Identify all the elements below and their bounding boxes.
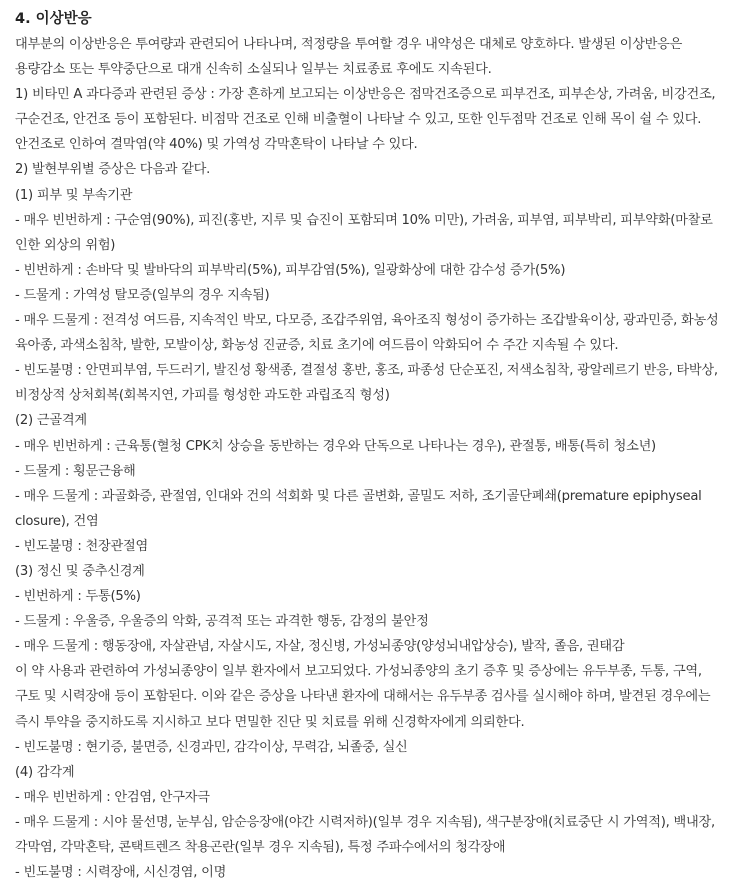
section-text — [15, 32, 730, 885]
list-item: - 매우 드물게 : 행동장애, 자살관념, 자살시도, 자살, 정신병, 가성뇌종양(양성뇌내압상승), 발작, 졸음, 권태감 — [15, 639, 625, 655]
list-item: - 빈도불명 : 천장관절염 — [15, 538, 148, 554]
list-item: - 드물게 : 우울증, 우울증의 악화, 공격적 또는 과격한 행동, 감정의 불안정 — [15, 614, 429, 630]
list-item: - 매우 드물게 : 전격성 여드름, 지속적인 박모, 다모증, 조갑주위염, 육아조직 형성이 증가하는 조갑발육이상, 광과민증, 화농성 육아종, 과색소침착, 발한, 모발이상, 화농성 진균증, 치료 초기에 여드름이 악화되어 수 주간 지속될 수 있다. — [15, 313, 719, 354]
list-item: - 매우 드물게 : 과골화증, 관절염, 인대와 건의 석회화 및 다른 골변화, 골밀도 저하, 조기골단폐쇄(premature epiphyseal closure), 건염 — [15, 488, 702, 529]
paragraph-intro: 대부분의 이상반응은 투여량과 관련되어 나타나며, 적정량을 투여할 경우 내약성은 대체로 양호하다. 발생된 이상반응은 용량감소 또는 투약중단으로 대개 신속히 소실되나 일부는 치료종료 후에도 지속된다. — [15, 37, 683, 78]
list-item: - 드물게 : 횡문근융해 — [15, 463, 136, 479]
list-item: - 매우 빈번하게 : 안검염, 안구자극 — [15, 789, 210, 805]
list-item: - 빈도불명 : 안면피부염, 두드러기, 발진성 황색종, 결절성 홍반, 홍조, 파종성 단순포진, 저색소침착, 광알레르기 반응, 타박상, 비정상적 상처회복(회복지연, 가피를 형성한 과도한 과립조직 형성) — [15, 363, 718, 404]
list-item: - 매우 빈번하게 : 구순염(90%), 피진(홍반, 지루 및 습진이 포함되며 10% 미만), 가려움, 피부염, 피부박리, 피부약화(마찰로 인한 외상의 위험) — [15, 212, 713, 253]
subheading-cns: (3) 정신 및 중추신경계 — [15, 563, 145, 579]
list-item: - 빈도불명 : 시력장애, 시신경염, 이명 — [15, 865, 227, 881]
list-item: - 매우 빈번하게 : 근육통(혈청 CPK치 상승을 동반하는 경우와 단독으로 나타나는 경우), 관절통, 배통(특히 청소년) — [15, 438, 656, 454]
paragraph-vitamin-a: 1) 비타민 A 과다증과 관련된 증상 : 가장 흔하게 보고되는 이상반응은 점막건조증으로 피부건조, 피부손상, 가려움, 비강건조, 구순건조, 안건조 등이 포함된다. 비점막 건조로 인해 비출혈이 나타날 수 있고, 또한 인두점막 건조로 인해 목이 쉴 수 있다. 안건조로 인하여 결막염(약 40%) 및 가역성 각막혼탁이 나타날 수 있다. — [15, 87, 716, 153]
section-heading: 4. 이상반응 — [15, 11, 92, 27]
list-item: - 매우 드물게 : 시야 물선명, 눈부심, 암순응장애(야간 시력저하)(일부 경우 지속됨), 색구분장애(치료중단 시 가역적), 백내장, 각막염, 각막혼탁, 콘택트렌즈 착용곤란(일부 경우 지속됨), 특정 주파수에서의 청각장애 — [15, 814, 715, 855]
subheading-musculoskeletal: (2) 근골격계 — [15, 413, 87, 429]
paragraph-pseudotumor: 이 약 사용과 관련하여 가성뇌종양이 일부 환자에서 보고되었다. 가성뇌종양의 초기 증후 및 증상에는 유두부종, 두통, 구역, 구토 및 시력장애 등이 포함된다. 이와 같은 증상을 나타낸 환자에 대해서는 유두부종 검사를 실시해야 하며, 발견된 경우에는 즉시 투약을 중지하도록 지시하고 보다 면밀한 진단 및 치료를 위해 신경학자에게 의뢰한다. — [15, 664, 711, 730]
subheading-skin: (1) 피부 및 부속기관 — [15, 187, 133, 203]
list-item: - 빈번하게 : 두통(5%) — [15, 589, 141, 605]
list-item: - 드물게 : 가역성 탈모증(일부의 경우 지속됨) — [15, 287, 270, 303]
list-item: - 빈번하게 : 손바닥 및 발바닥의 피부박리(5%), 피부감염(5%), 일광화상에 대한 감수성 증가(5%) — [15, 262, 566, 278]
list-item: - 빈도불명 : 현기증, 불면증, 신경과민, 감각이상, 무력감, 뇌졸중, 실신 — [15, 739, 408, 755]
paragraph-by-site: 2) 발현부위별 증상은 다음과 같다. — [15, 162, 211, 178]
subheading-sensory: (4) 감각계 — [15, 764, 75, 780]
